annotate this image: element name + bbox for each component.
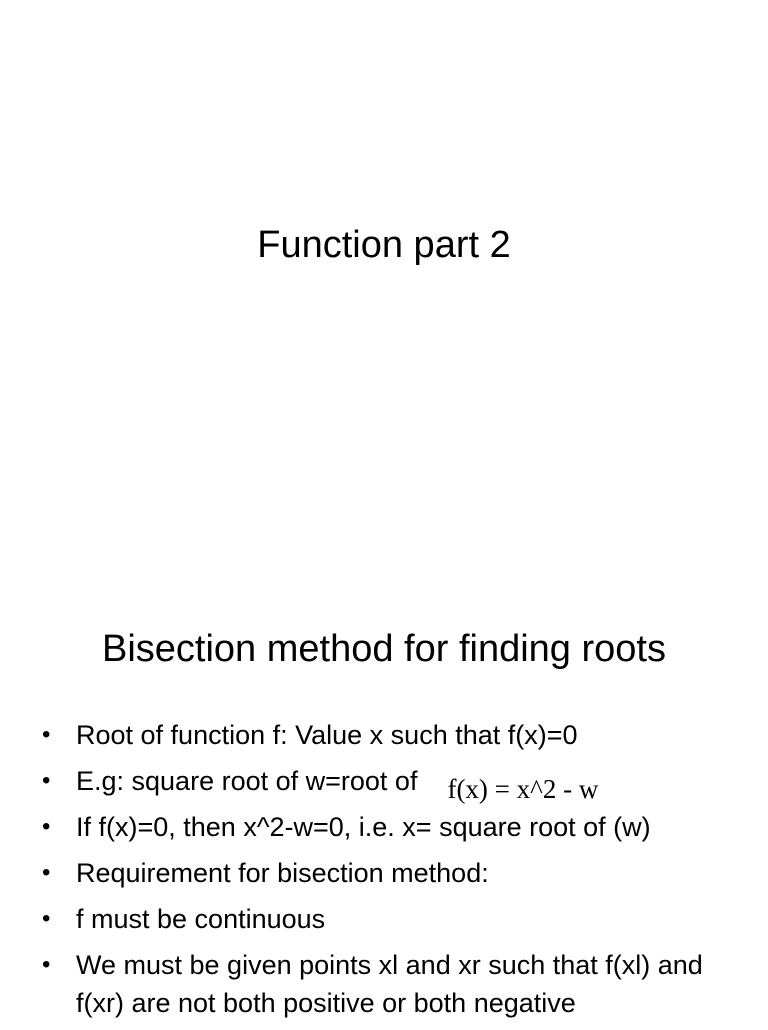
bullet-text: We must be given points xl and xr such that f(xl) and f(xr) are not both positive or both negative bbox=[76, 950, 703, 1018]
bullet-dot-icon: • bbox=[42, 721, 51, 748]
slide-2 bbox=[0, 576, 768, 1024]
bullet-item-requirement bbox=[42, 854, 742, 892]
bullet-text: Requirement for bisection method: bbox=[76, 858, 489, 888]
slide-2-title: Bisection method for finding roots bbox=[102, 628, 666, 670]
bullet-text: E.g: square root of w=root of bbox=[76, 766, 418, 796]
bullet-dot-icon: • bbox=[42, 951, 51, 978]
bullet-list bbox=[42, 716, 742, 1030]
slide-1-title: Function part 2 bbox=[257, 224, 511, 266]
bullet-item-example bbox=[42, 762, 742, 804]
formula: f(x) = x^2 - w bbox=[447, 774, 599, 804]
bullet-dot-icon: • bbox=[42, 813, 51, 840]
bullet-dot-icon: • bbox=[42, 905, 51, 932]
bullet-text: Root of function f: Value x such that f(x)=0 bbox=[76, 720, 578, 750]
bullet-item-derivation bbox=[42, 808, 742, 846]
bullet-dot-icon: • bbox=[42, 767, 51, 794]
bullet-text: If f(x)=0, then x^2-w=0, i.e. x= square root of (w) bbox=[76, 812, 651, 842]
bullet-item-sign-condition bbox=[42, 946, 742, 1022]
bullet-dot-icon: • bbox=[42, 859, 51, 886]
bullet-text: f must be continuous bbox=[76, 904, 326, 934]
bullet-item-continuity bbox=[42, 900, 742, 938]
bullet-item-root-definition bbox=[42, 716, 742, 754]
